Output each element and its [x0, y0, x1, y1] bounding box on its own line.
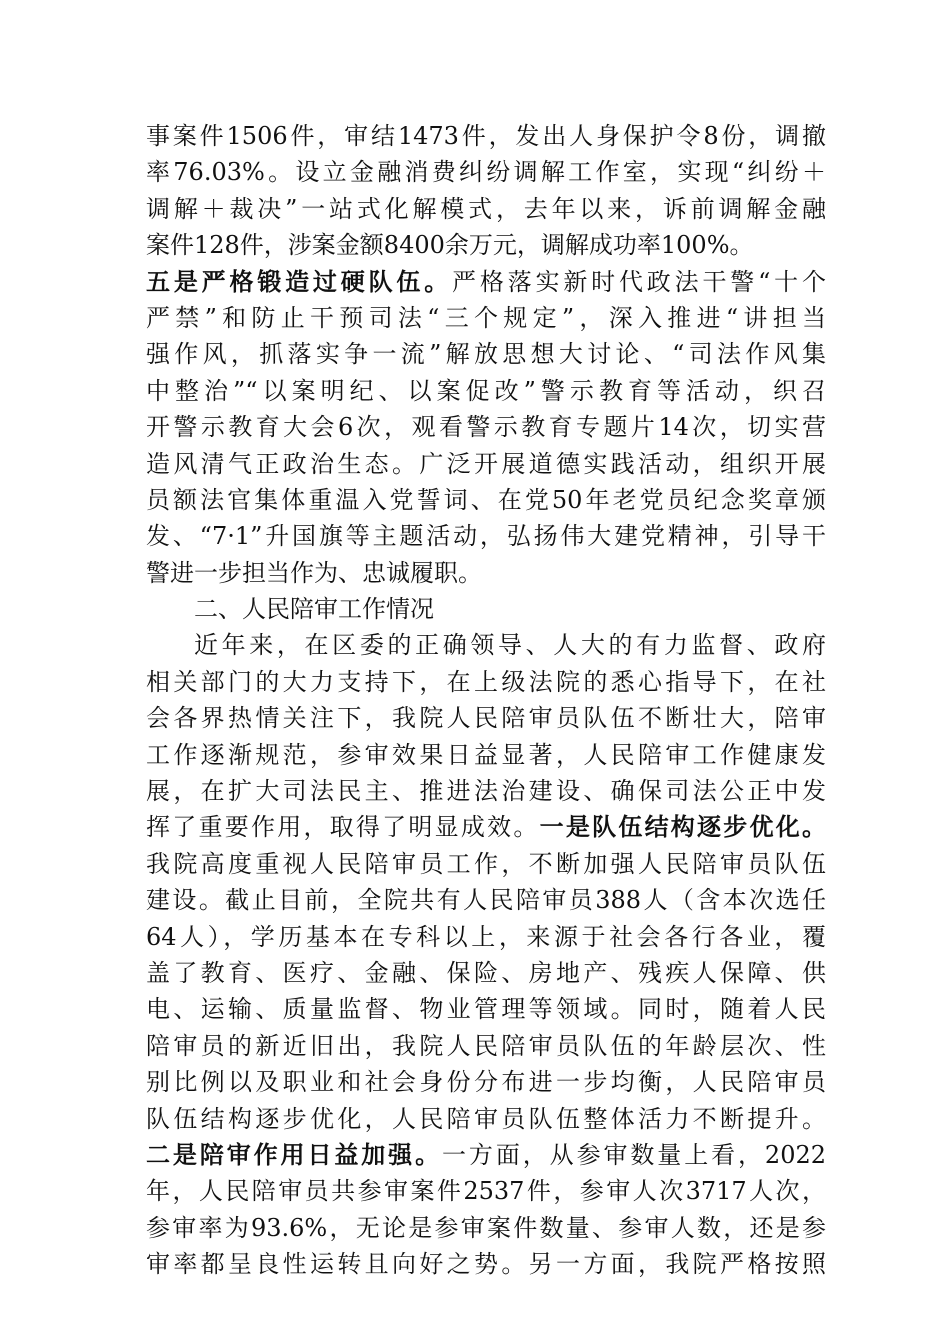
- paragraph-line: 展，在扩大司法民主、推进法治建设、确保司法公正中发: [146, 777, 826, 806]
- paragraph-line: 开警示教育大会6次，观看警示教育专题片14次，切实营: [146, 413, 826, 442]
- paragraph-line: 盖了教育、医疗、金融、保险、房地产、残疾人保障、供: [146, 958, 826, 987]
- paragraph-line: 电、运输、质量监督、物业管理等领域。同时，随着人民: [146, 995, 826, 1024]
- paragraph-line: 中整治”“以案明纪、以案促改”警示教育等活动，织召: [146, 376, 826, 405]
- paragraph-line: 我院高度重视人民陪审员工作，不断加强人民陪审员队伍: [146, 849, 826, 878]
- section-heading: 二、人民陪审工作情况: [194, 595, 434, 624]
- paragraph-line: 事案件1506件，审结1473件，发出人身保护令8份，调撤: [146, 122, 826, 150]
- paragraph-line: 员额法官集体重温入党誓词、在党50年老党员纪念奖章颁: [146, 485, 826, 514]
- paragraph-line: 年，人民陪审员共参审案件2537件，参审人次3717人次，: [146, 1177, 826, 1206]
- paragraph-text: 一方面，从参审数量上看，2022: [442, 1140, 827, 1169]
- paragraph-text: 严格落实新时代政法干警“十个: [452, 267, 826, 296]
- paragraph-line: 案件128件，涉案金额8400余万元，调解成功率100%。: [146, 231, 754, 260]
- paragraph-line: 审率都呈良性运转且向好之势。另一方面，我院严格按照: [146, 1250, 826, 1279]
- paragraph-line: 发、“7·1”升国旗等主题活动，弘扬伟大建党精神，引导干: [146, 522, 826, 551]
- paragraph-line: 会各界热情关注下，我院人民陪审员队伍不断壮大，陪审: [146, 704, 826, 733]
- paragraph-line: 率76.03%。设立金融消费纠纷调解工作室，实现“纠纷＋: [146, 158, 826, 187]
- paragraph-line: 建设。截止目前，全院共有人民陪审员388人（含本次选任: [146, 886, 826, 915]
- paragraph-line: [146, 1137, 826, 1173]
- bold-heading-two: 二是陪审作用日益加强。: [146, 1140, 443, 1169]
- paragraph-line: 强作风，抓落实争一流”解放思想大讨论、“司法作风集: [146, 340, 826, 369]
- paragraph-line: 调解＋裁决”一站式化解模式，去年以来，诉前调解金融: [146, 194, 826, 223]
- paragraph-line: 64人），学历基本在专科以上，来源于社会各行各业，覆: [146, 922, 826, 951]
- paragraph-text: 挥了重要作用，取得了明显成效。: [146, 813, 540, 842]
- paragraph-line: 队伍结构逐步优化，人民陪审员队伍整体活力不断提升。: [146, 1104, 826, 1133]
- bold-heading-five: 五是严格锻造过硬队伍。: [146, 267, 453, 296]
- paragraph-line: 相关部门的大力支持下，在上级法院的悉心指导下，在社: [146, 667, 826, 696]
- paragraph-line: 别比例以及职业和社会身份分布进一步均衡，人民陪审员: [146, 1068, 826, 1097]
- paragraph-line: [146, 809, 826, 845]
- paragraph-line: 近年来，在区委的正确领导、人大的有力监督、政府: [194, 631, 826, 660]
- paragraph-line: 工作逐渐规范，参审效果日益显著，人民陪审工作健康发: [146, 740, 826, 769]
- paragraph-line: [146, 264, 826, 300]
- paragraph-line: 警进一步担当作为、忠诚履职。: [146, 558, 482, 587]
- paragraph-line: 造风清气正政治生态。广泛开展道德实践活动，组织开展: [146, 449, 826, 478]
- paragraph-line: 严禁”和防止干预司法“三个规定”，深入推进“讲担当: [146, 303, 826, 332]
- bold-heading-one: 一是队伍结构逐步优化。: [539, 813, 827, 842]
- document-body: [146, 118, 826, 1283]
- paragraph-line: 参审率为93.6%，无论是参审案件数量、参审人数，还是参: [146, 1213, 826, 1242]
- paragraph-line: 陪审员的新近旧出，我院人民陪审员队伍的年龄层次、性: [146, 1031, 826, 1060]
